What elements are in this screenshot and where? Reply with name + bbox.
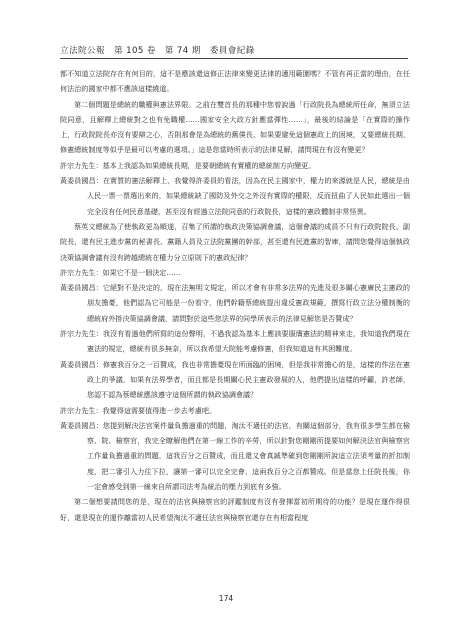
speaker-paragraph: 黃委員國昌：在實質的憲法解釋上，我覺得許委員的看法，因為在民主國家中，權力的來源就是人民，總統是由人民一票一票選出來的，如果總統缺了國防及外交之外沒有實際的權限，反而扭曲了人民如此選出一個完全沒有任何民意基礎，甚至沒有經過立法院同意的行政院長，這樣的憲政體制非常怪異。 — [60, 176, 410, 216]
paragraph: 都不知道立法院存在有何目的，這不是應該還這修正法律來變更法律的適用範圍嗎？不管有再正當的理由，在任何法治的國家中都不應該這樣繞道。 — [60, 69, 410, 94]
page-number: 174 — [218, 594, 234, 603]
speaker-paragraph: 黃委員國昌：它絕對不是決定的，現在法無明文規定，所以才會有非常多法界的先進及很多關心憲廣民主憲政的朋友擔憂，他們認為它可能是一份看守，他們幹籍蔡總統提出違反憲政規範，撰寫行政立法分權制衡的總統府外掛決策協調會議，請問對於這些您法界的同學所表示的法律見解您是否贊成？ — [60, 283, 410, 323]
paragraph: 第二個想要請問您的是，現在的法官與檢察官的評鑑制度有沒有發揮當初所期待的功能？是現在運作得很好，還是現在的運作離當初人民希望淘汰不適任法官與檢察官還存在有相當程度 — [60, 497, 410, 522]
speaker-paragraph: 許宗力先生：基本上我認為如果總統長期，是要朝總統有實權的總統制方向變更。 — [60, 160, 316, 170]
document-body — [60, 66, 410, 525]
speaker-paragraph: 許宗力先生：如果它不是一個決定…… — [60, 267, 181, 277]
speaker-paragraph: 黃委員國昌：您提到解決法官案件量負擔過重的問題，淘汰不適任的法官，有關這個部分，我有很多學生都在檢察、院、檢察官，我完全瞭解他們在第一線工作的辛勞，所以針對您剛剛所提要如何解決法官與檢察官工作量負擔過重的問題，這我百分之百贊成，而且還又會真誠準確到您剛剛所說這立法須考量的折扣制度，把二審引入力往下拉，讓第一審可以完全完會，這兩我百分之百都贊成。但是當您上任院長後，你一定會感受到第一線來自所謂司法考為統治的壓力到底有多強。 — [60, 420, 410, 492]
paragraph: 蔡英文總統為了使執政更為順遂，召集了所謂的執政決策協調會議，這個會議的成員不只有行政院院長、副院長，還有民主進步黨的秘書長、黨籍人員及立法院黨團的幹部，甚至還有民進黨的智庫，請問您覺得這個執政決策協調會議有沒有跨越總統在權力分立原則下的憲政紀律？ — [60, 221, 410, 262]
page-header: 立法院公報 第 105 卷 第 74 期 委員會紀錄 — [60, 46, 255, 56]
speaker-paragraph: 黃委員國昌：修憲我百分之一百贊成，我也非常擔憂現在所面臨的困境，但是我非常擔心的是，這樣的作法在憲政上的爭議，如果有法界學者，而且都是長期關心民主憲政發展的人，他們提出這樣的呼籲，許老師，您認不認為蔡總統應該遵守這個所謂的執政協調會議？ — [60, 359, 410, 400]
paragraph: 第二個問題是總統的職權與憲法界限。之前在雙首長的那種中您曾說過「行政院長為總統所任命，無須立法院同意，且解釋上總統對之也有免職權……國家安全大政方針應當彈性……」，最後的結論是「在實際的操作上，行政院院長亦沒有要辯之心，否則那會是為總統的舊僕長，如果要避免這個憲政上的困境，又要總統長期，修憲總統制度等似乎是最可以考慮的選項。」這是您當時所表示的法律見解，請問現在有沒有變更？ — [60, 99, 410, 155]
speaker-paragraph: 許宗力先生：我覺得這需要值得進一步去考慮吧。 — [60, 405, 217, 415]
header-rule — [60, 58, 408, 59]
speaker-paragraph: 許宗力先生：我沒有看過他們所寫的這份聲明，不過我認為基本上應該要服膺憲法的精神來走，我知道我們現在憲法的規定，總統有很多無奈，所以我希望大院能考慮修憲，但我知道這有其困難度。 — [60, 329, 410, 354]
